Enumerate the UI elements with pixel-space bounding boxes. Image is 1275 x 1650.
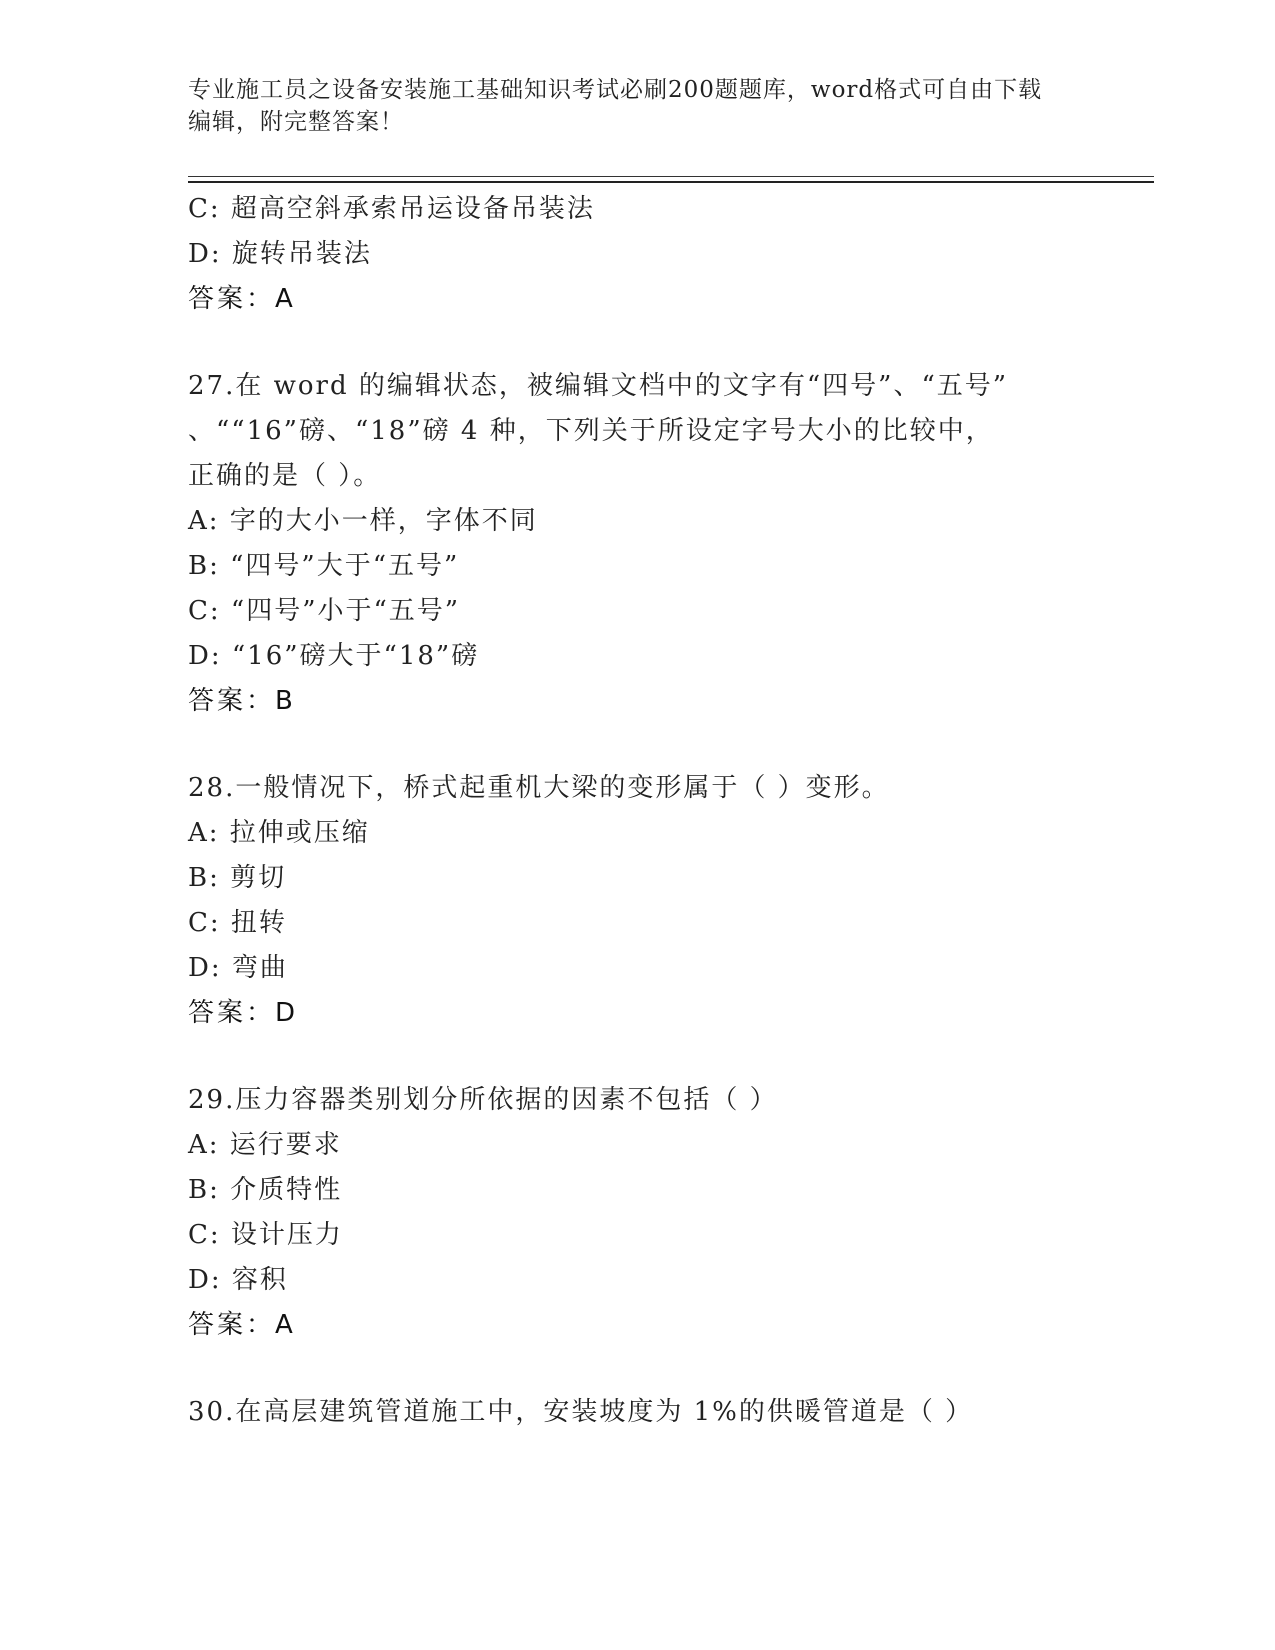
question-29-option-b: B: 介质特性 xyxy=(188,1175,343,1205)
question-29-option-c: C: 设计压力 xyxy=(188,1220,343,1250)
header-line-1: 专业施工员之设备安装施工基础知识考试必刷200题题库，word格式可自由下载 xyxy=(188,77,1043,103)
question-29-option-a: A: 运行要求 xyxy=(188,1130,342,1160)
question-28-option-c: C: 扭转 xyxy=(188,908,287,938)
question-28-answer: 答案：D xyxy=(188,998,299,1028)
question-28-line-1: 28.一般情况下，桥式起重机大梁的变形属于（ ）变形。 xyxy=(188,773,890,803)
question-28-option-d: D: 弯曲 xyxy=(188,953,288,983)
question-27-option-a: A: 字的大小一样，字体不同 xyxy=(188,506,538,536)
header-line-2: 编辑，附完整答案！ xyxy=(188,109,404,135)
document-header xyxy=(188,74,1068,138)
question-27-answer: 答案：B xyxy=(188,686,296,716)
answer-line: 答案：A xyxy=(188,284,296,314)
question-27-line-1: 27.在 word 的编辑状态，被编辑文档中的文字有“四号”、“五号” xyxy=(188,371,1009,401)
header-rule-thick xyxy=(188,181,1154,183)
question-27-line-2: 、““16”磅、“18”磅 4 种，下列关于所设定字号大小的比较中， xyxy=(188,416,994,446)
question-27-option-d: D: “16”磅大于“18”磅 xyxy=(188,641,480,671)
question-29-answer: 答案：A xyxy=(188,1310,296,1340)
question-28-option-b: B: 剪切 xyxy=(188,863,287,893)
question-29-line-1: 29.压力容器类别划分所依据的因素不包括（ ） xyxy=(188,1085,778,1115)
question-27-option-c: C: “四号”小于“五号” xyxy=(188,596,461,626)
header-rule-thin xyxy=(188,176,1154,177)
question-30-line-1: 30.在高层建筑管道施工中，安装坡度为 1%的供暖管道是（ ） xyxy=(188,1397,974,1427)
option-d: D: 旋转吊装法 xyxy=(188,239,372,269)
question-27-line-3: 正确的是（ ）。 xyxy=(188,461,382,491)
option-c: C: 超高空斜承索吊运设备吊装法 xyxy=(188,194,595,224)
question-29-option-d: D: 容积 xyxy=(188,1265,288,1295)
question-27-option-b: B: “四号”大于“五号” xyxy=(188,551,460,581)
question-28-option-a: A: 拉伸或压缩 xyxy=(188,818,370,848)
